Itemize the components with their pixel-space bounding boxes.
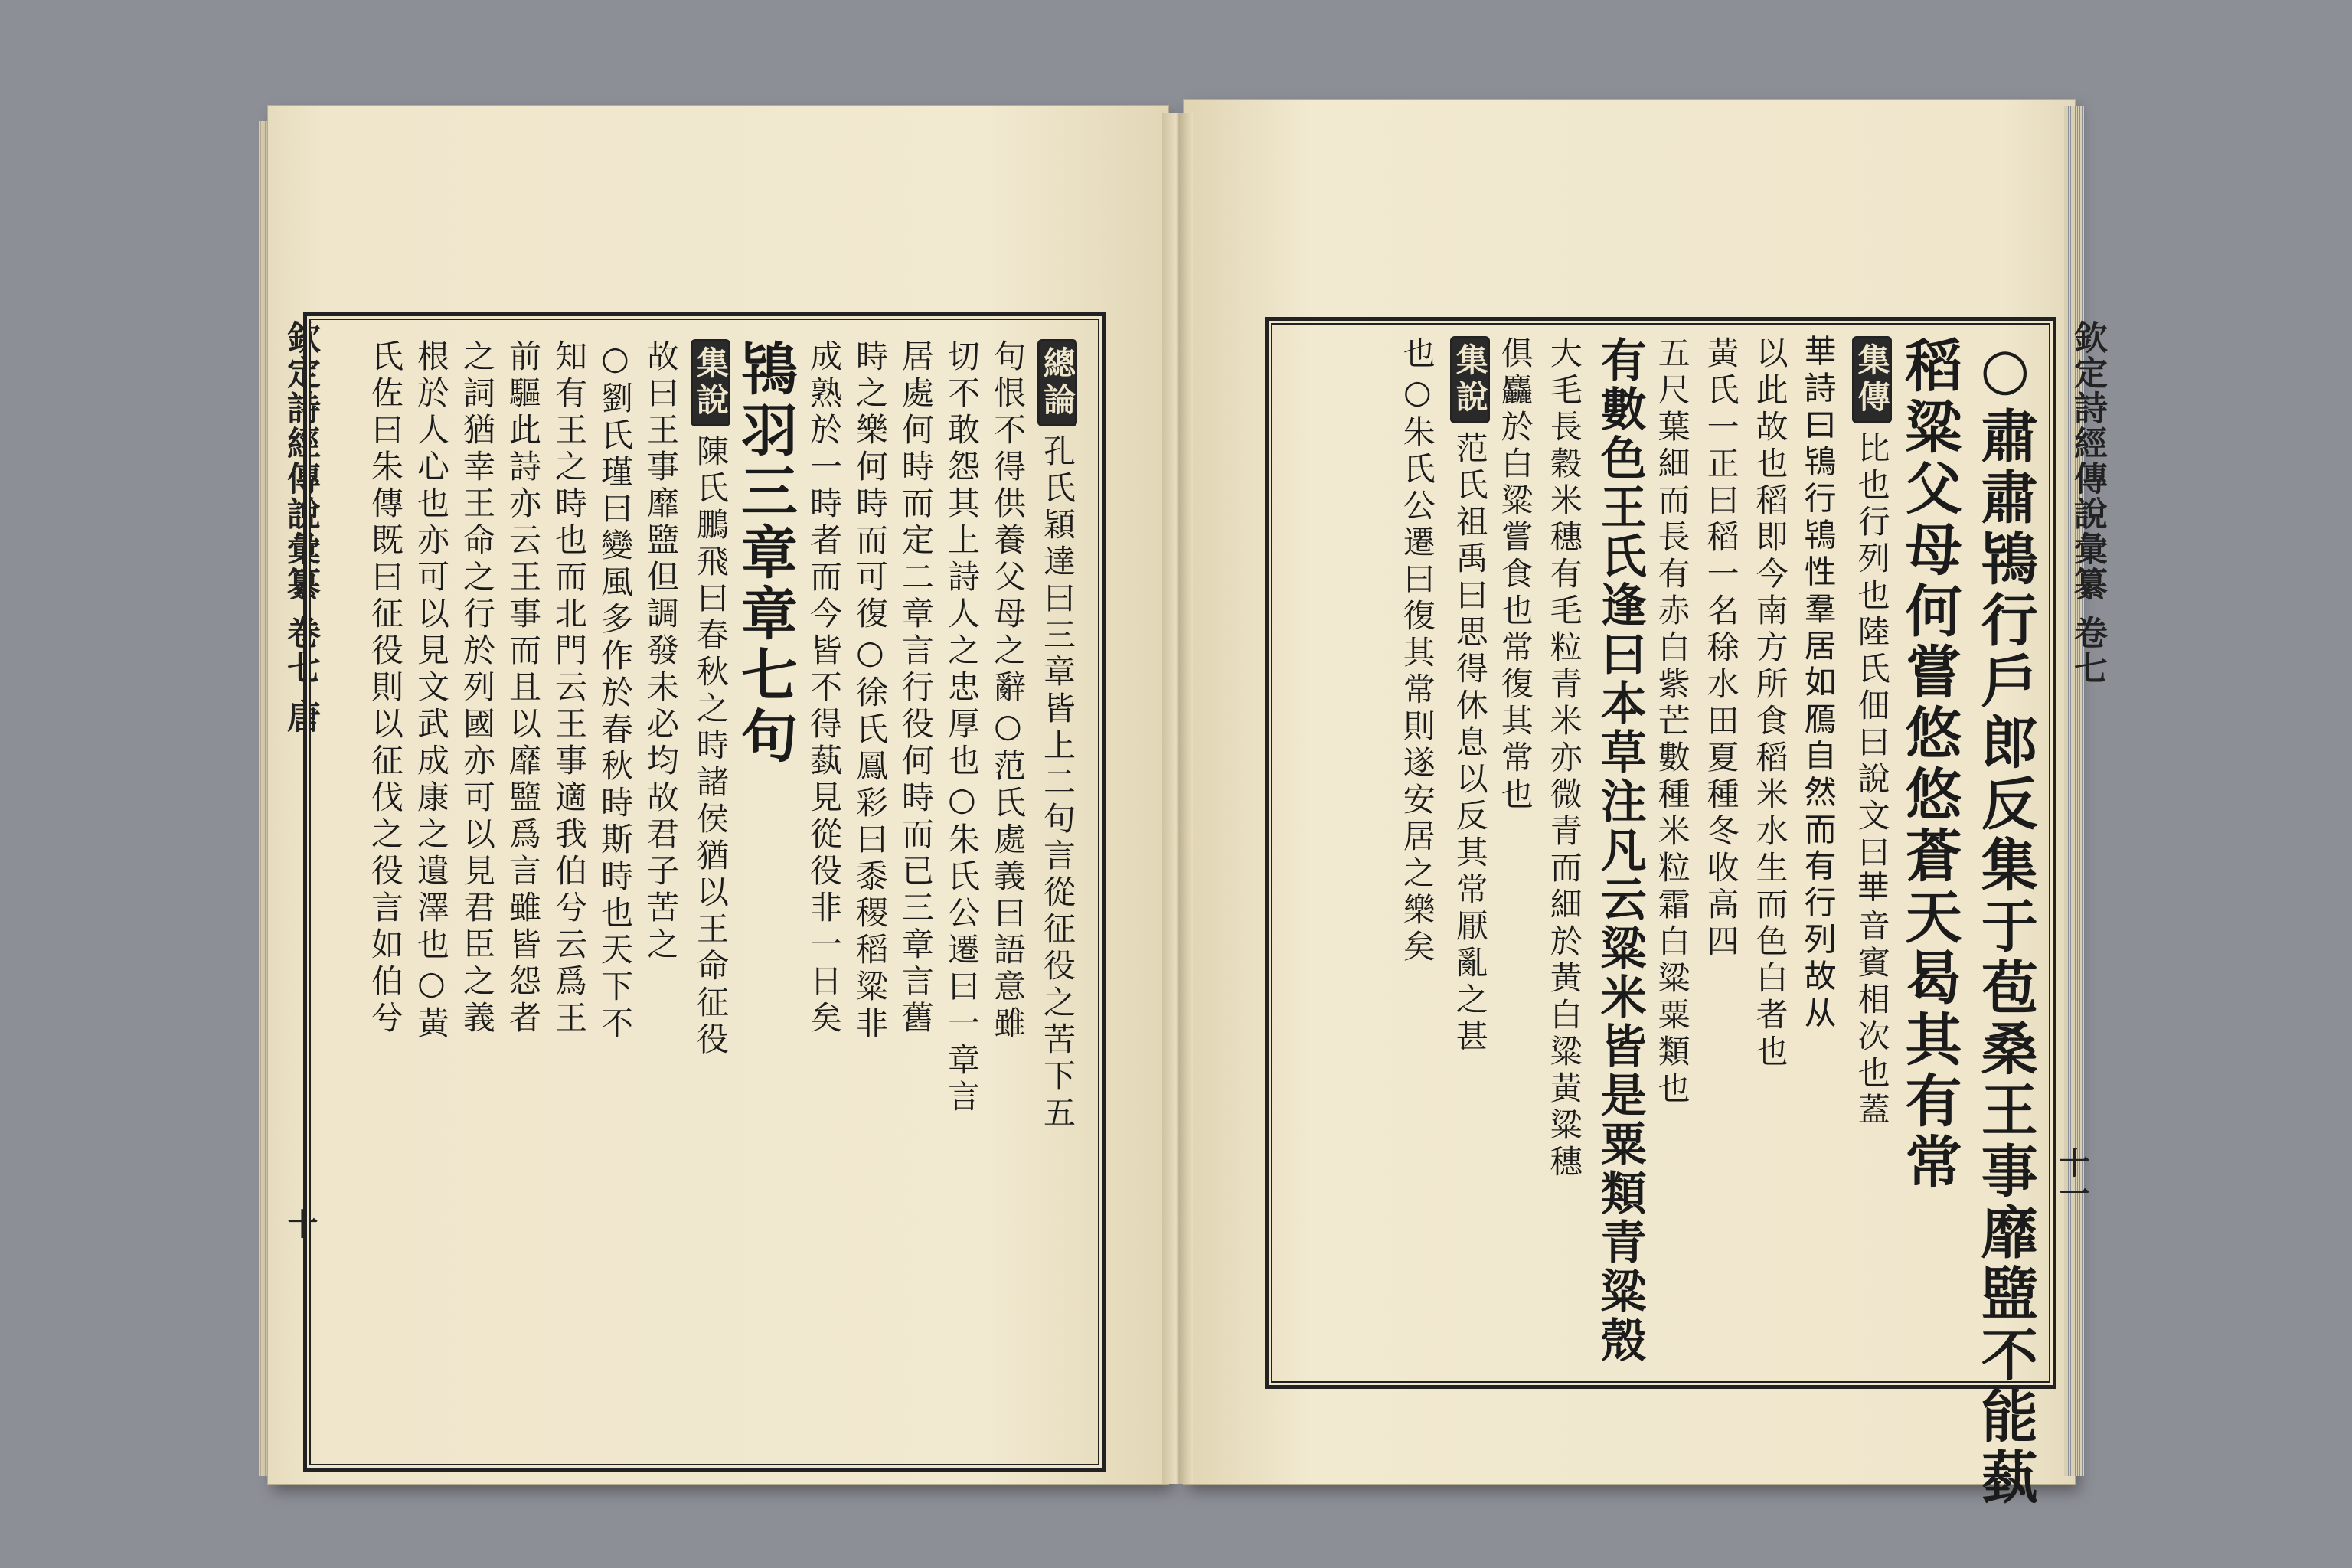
right-text-frame [1265, 317, 2056, 1509]
page-edges-right [2064, 106, 2084, 1476]
text-column [1398, 336, 1436, 966]
right-page-number: 十一 [2054, 1147, 2090, 1208]
column-text: 前驅此詩亦云王事而且以靡盬爲言雖皆怨者 [505, 339, 542, 1037]
text-column [1800, 336, 1838, 1034]
text-column [1545, 336, 1583, 1181]
open-book [259, 90, 2107, 1514]
right-margin-title: 欽定詩經傳說彙纂 卷七 [2068, 320, 2107, 686]
text-column [851, 339, 889, 1043]
left-margin-title: 欽定詩經傳說彙纂 卷七 唐 [281, 320, 320, 734]
column-text: 黃氏一正曰稻一名稌水田夏種冬收高四 [1702, 336, 1740, 961]
text-column [1852, 336, 1892, 1129]
column-text: 有數色王氏逢曰本草注凡云粱米皆是粟類青粱殼 [1592, 336, 1647, 1365]
commentary-badge: 集說 [1450, 336, 1490, 423]
column-text: 成熟於一時者而今皆不得蓺見從役非一日矣 [805, 339, 843, 1037]
text-column [897, 339, 935, 1037]
column-text: 鴇羽三章章七句 [732, 339, 798, 768]
column-text: 俱麤於白粱嘗食也常復其常也 [1496, 336, 1534, 814]
column-text: 時之樂何時而可復○徐氏鳳彩曰黍稷稻粱非 [851, 339, 889, 1043]
commentary-badge: 集說 [691, 339, 730, 426]
column-text: 孔氏穎達曰三章皆上二句言從征役之苦下五 [1039, 434, 1076, 1132]
column-text: 𠦒詩曰鴇行鴇性羣居如鴈自然而有行列故从 [1800, 336, 1838, 1034]
column-text: 也○朱氏公遷曰復其常則遂安居之樂矣 [1398, 336, 1436, 966]
text-column [732, 339, 798, 768]
text-column [1702, 336, 1740, 961]
column-text: 之詞猶幸王命之行於列國亦可以見君臣之義 [459, 339, 496, 1037]
column-text: ○肅肅鴇行戶郎反集于苞桑王事靡盬不能蓺 [1971, 336, 2038, 1509]
text-column [505, 339, 542, 1037]
text-column [459, 339, 496, 1037]
column-text: 知有王之時也而北門云王事適我伯兮云爲王 [550, 339, 588, 1037]
column-text: 五尺葉細而長有赤白紫芒數種米粒霜白粱粟類也 [1653, 336, 1691, 1108]
column-text: ○劉氏瑾曰變風多作於春秋時斯時也天下不 [596, 339, 634, 1043]
text-column [943, 339, 981, 1116]
text-column [1450, 336, 1490, 1056]
text-column [989, 339, 1027, 1043]
text-column [1496, 336, 1534, 814]
text-column [413, 339, 450, 1043]
column-text: 居處何時而定二章言行役何時而已三章言舊 [897, 339, 935, 1037]
text-column [691, 339, 730, 1059]
commentary-badge: 總論 [1037, 339, 1077, 426]
column-text: 比也行列也陸氏佃曰說文曰𠦒音賓相次也蓋 [1853, 431, 1891, 1129]
column-text: 根於人心也亦可以見文武成康之遺澤也○黃 [413, 339, 450, 1043]
text-column [1751, 336, 1789, 1071]
commentary-badge: 集傳 [1852, 336, 1892, 423]
text-column [642, 339, 680, 964]
column-text: 故曰王事靡盬但調發未必均故君子苦之 [642, 339, 680, 964]
text-column [1971, 336, 2038, 1509]
text-column [596, 339, 634, 1043]
column-text: 以此故也稻即今南方所食稻米水生而色白者也 [1751, 336, 1789, 1071]
text-column [805, 339, 843, 1037]
text-column [1037, 339, 1077, 1132]
text-column [367, 339, 404, 1037]
left-text-frame [303, 312, 1106, 1472]
column-text: 氏佐曰朱傳既曰征役則以征伐之役言如伯兮 [367, 339, 404, 1037]
book-spine [1162, 113, 1193, 1484]
text-column [550, 339, 588, 1037]
left-page-number: 十 [283, 1208, 318, 1239]
column-text: 切不敢怨其上詩人之忠厚也○朱氏公遷曰一章言 [943, 339, 981, 1116]
column-text: 稻粱父母何嘗悠悠蒼天曷其有常 [1896, 336, 1962, 1194]
text-column [1896, 336, 1962, 1194]
column-text: 句恨不得供養父母之辭○范氏處義曰語意雖 [989, 339, 1027, 1043]
column-text: 大毛長穀米穗有毛粒青米亦微青而細於黃白粱黃粱穗 [1545, 336, 1583, 1181]
column-text: 陳氏鵬飛曰春秋之時諸侯猶以王命征役 [692, 434, 730, 1059]
text-column [1592, 336, 1647, 1365]
column-text: 范氏祖禹曰思得休息以反其常厭亂之甚 [1451, 431, 1489, 1056]
text-column [1653, 336, 1691, 1108]
